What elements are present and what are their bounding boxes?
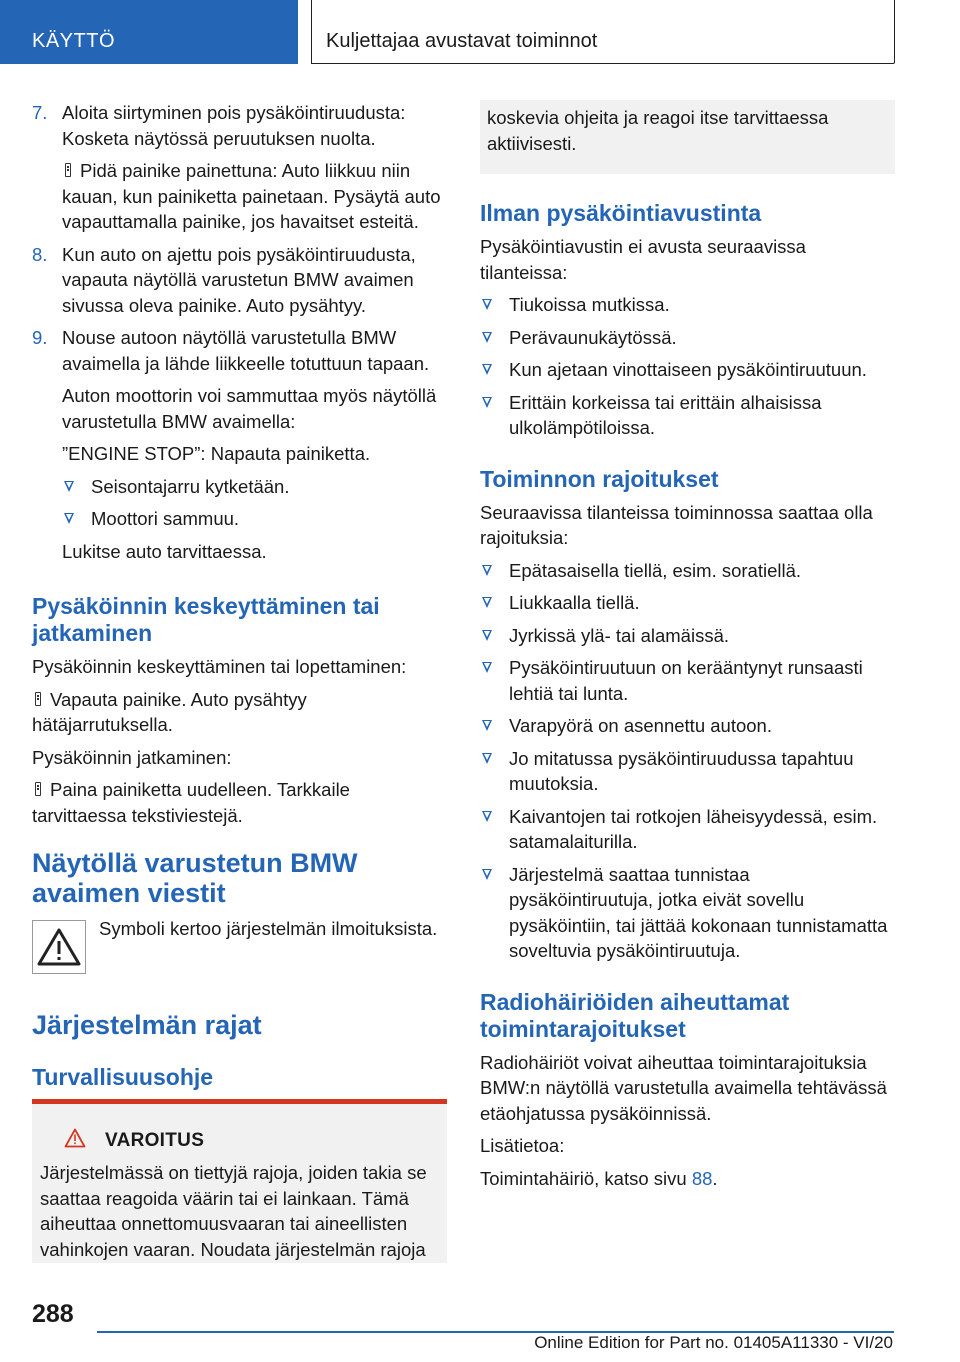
warning-box-continued (480, 100, 895, 174)
warning-text: Järjestelmässä on tiettyjä rajoja, joiden takia se saattaa reagoida väärin tai ei lainkaan. Tämä aiheuttaa onnettomuusvaaran tai aineellisten vahinkojen vaaran. Noudata järjestelmän rajoja (40, 1162, 427, 1260)
bullet-icon (482, 299, 492, 310)
list-item: Jyrkissä ylä- tai alamäissä. (480, 623, 895, 649)
step-text: Aloita siirtyminen pois pysäköintiruudusta: Kosketa näytössä peruutuksen nuolta. (62, 102, 406, 149)
step-text: Auton moottorin voi sammuttaa myös näytöllä varustetulla BMW avaimella: (62, 385, 437, 432)
bullet-icon (64, 513, 74, 524)
continue-text: Paina painiketta uudelleen. Tarkkaile tarvittaessa tekstiviestejä. (32, 779, 350, 826)
symbol-row (32, 920, 447, 982)
list-item: Erittäin korkeissa tai erittäin alhaisissa ulkolämpötiloissa. (480, 390, 895, 441)
list-item: Kaivantojen tai rotkojen läheisyydessä, esim. satamalaiturilla. (480, 804, 895, 855)
page-reference: Toimintahäiriö, katso sivu 88. (480, 1167, 718, 1189)
list-item: Jo mitatussa pysäköintiruudussa tapahtuu muutoksia. (480, 746, 895, 797)
edition-text: Online Edition for Part no. 01405A11330 - VI/20 (534, 1333, 893, 1352)
bullet-icon (482, 597, 492, 608)
warning-triangle-icon (33, 921, 85, 973)
warning-box (32, 1099, 447, 1263)
pause-intro: Pysäköinnin keskeyttäminen tai lopettaminen: (32, 656, 407, 677)
list-item: Liukkaalla tiellä. (480, 590, 895, 616)
section-heading-pause: Pysäköinnin keskeyttäminen tai jatkaminen (32, 593, 380, 646)
bullet-icon (482, 397, 492, 408)
step-text: Lukitse auto tarvittaessa. (62, 540, 267, 562)
section-heading-radio: Radiohäiriöiden aiheuttamat toimintarajoitukset (480, 988, 790, 1042)
bullet-icon (482, 811, 492, 822)
remote-key-icon (34, 692, 42, 707)
bullet-icon (64, 481, 74, 492)
section-heading-safety: Turvallisuusohje (32, 1064, 214, 1090)
bullet-icon (482, 364, 492, 375)
step-number: 7. (32, 102, 48, 123)
step-text: Nouse autoon näytöllä varustetulla BMW avaimella ja lähde liikkeelle totuttuun tapaan. (62, 327, 430, 374)
chapter-header (311, 0, 895, 64)
bullet-icon (482, 332, 492, 343)
list-item: Seisontajarru kytketään. (62, 474, 447, 500)
list-item: Varapyörä on asennettu autoon. (480, 713, 895, 739)
step-text: Pidä painike painettuna: Auto liikkuu niin kauan, kun painiketta painetaan. Pysäytä auto vapauttamalla painike, jos havaitset esteitä. (62, 160, 441, 232)
step-7 (32, 100, 447, 235)
step-8 (32, 242, 447, 319)
bullet-icon (482, 662, 492, 673)
bullet-icon (482, 720, 492, 731)
bullet-icon (482, 869, 492, 880)
more-info-label: Lisätietoa: (480, 1135, 565, 1156)
list-item: Pysäköintiruutuun on kerääntynyt runsaasti lehtiä tai lunta. (480, 655, 895, 706)
continue-intro: Pysäköinnin jatkaminen: (32, 746, 232, 768)
chapter-title: Kuljettajaa avustavat toiminnot (326, 30, 598, 52)
list-item: Järjestelmä saattaa tunnistaa pysäköintiruutuja, jotka eivät sovellu pysäköintiin, tai jättää kokonaan tunnistamatta soveltuvia pysäköintiruutuja. (480, 862, 895, 964)
list-item: Kun ajetaan vinottaiseen pysäköintiruutuun. (480, 357, 895, 383)
section-heading-limits: Järjestelmän rajat (32, 1010, 262, 1040)
list-item: Moottori sammuu. (62, 506, 447, 532)
step-number: 8. (32, 243, 48, 265)
radio-text: Radiohäiriöt voivat aiheuttaa toimintarajoituksia BMW:n näytöllä varustetulla avaimella tehtävässä etäohjatussa pysäköinnissä. (480, 1051, 887, 1124)
bullet-icon (482, 565, 492, 576)
section-heading-messages: Näytöllä varustetun BMW avaimen viestit (32, 848, 358, 908)
step-text: Kun auto on ajettu pois pysäköintiruudusta, vapauta näytöllä varustetun BMW avaimen sivussa oleva painike. Auto pysähtyy. (62, 243, 416, 316)
section-heading-no-assist: Ilman pysäköintiavustinta (480, 200, 762, 226)
warning-title: VAROITUS (105, 1130, 205, 1151)
step-number: 9. (32, 327, 48, 348)
warning-text-continued: koskevia ohjeita ja reagoi itse tarvittaessa aktiivisesti. (487, 107, 829, 154)
section-title: KÄYTTÖ (32, 30, 116, 52)
page-number: 288 (32, 1300, 74, 1328)
pause-text: Vapauta painike. Auto pysähtyy hätäjarrutuksella. (32, 688, 307, 735)
section-heading-function-limits: Toiminnon rajoitukset (480, 465, 719, 492)
step-9 (32, 325, 447, 564)
page-link[interactable]: 88 (691, 1167, 713, 1189)
remote-key-icon (34, 782, 42, 797)
right-column (480, 200, 895, 1191)
warning-triangle-icon (64, 1128, 86, 1148)
list-item: Tiukoissa mutkissa. (480, 292, 895, 318)
section-tab (0, 0, 298, 64)
no-assist-intro: Pysäköintiavustin ei avusta seuraavissa tilanteissa: (480, 236, 806, 283)
remote-key-icon (64, 163, 72, 178)
limits-intro: Seuraavissa tilanteissa toiminnossa saattaa olla rajoituksia: (480, 501, 873, 548)
list-item: Perävaunukäytössä. (480, 325, 895, 351)
warning-symbol (32, 920, 86, 974)
bullet-icon (482, 753, 492, 764)
list-item: Epätasaisella tiellä, esim. soratiellä. (480, 558, 895, 584)
left-column (32, 100, 447, 1091)
bullet-icon (482, 630, 492, 641)
step-text: ”ENGINE STOP”: Napauta painiketta. (62, 443, 371, 464)
messages-text: Symboli kertoo järjestelmän ilmoituksista. (99, 918, 438, 939)
